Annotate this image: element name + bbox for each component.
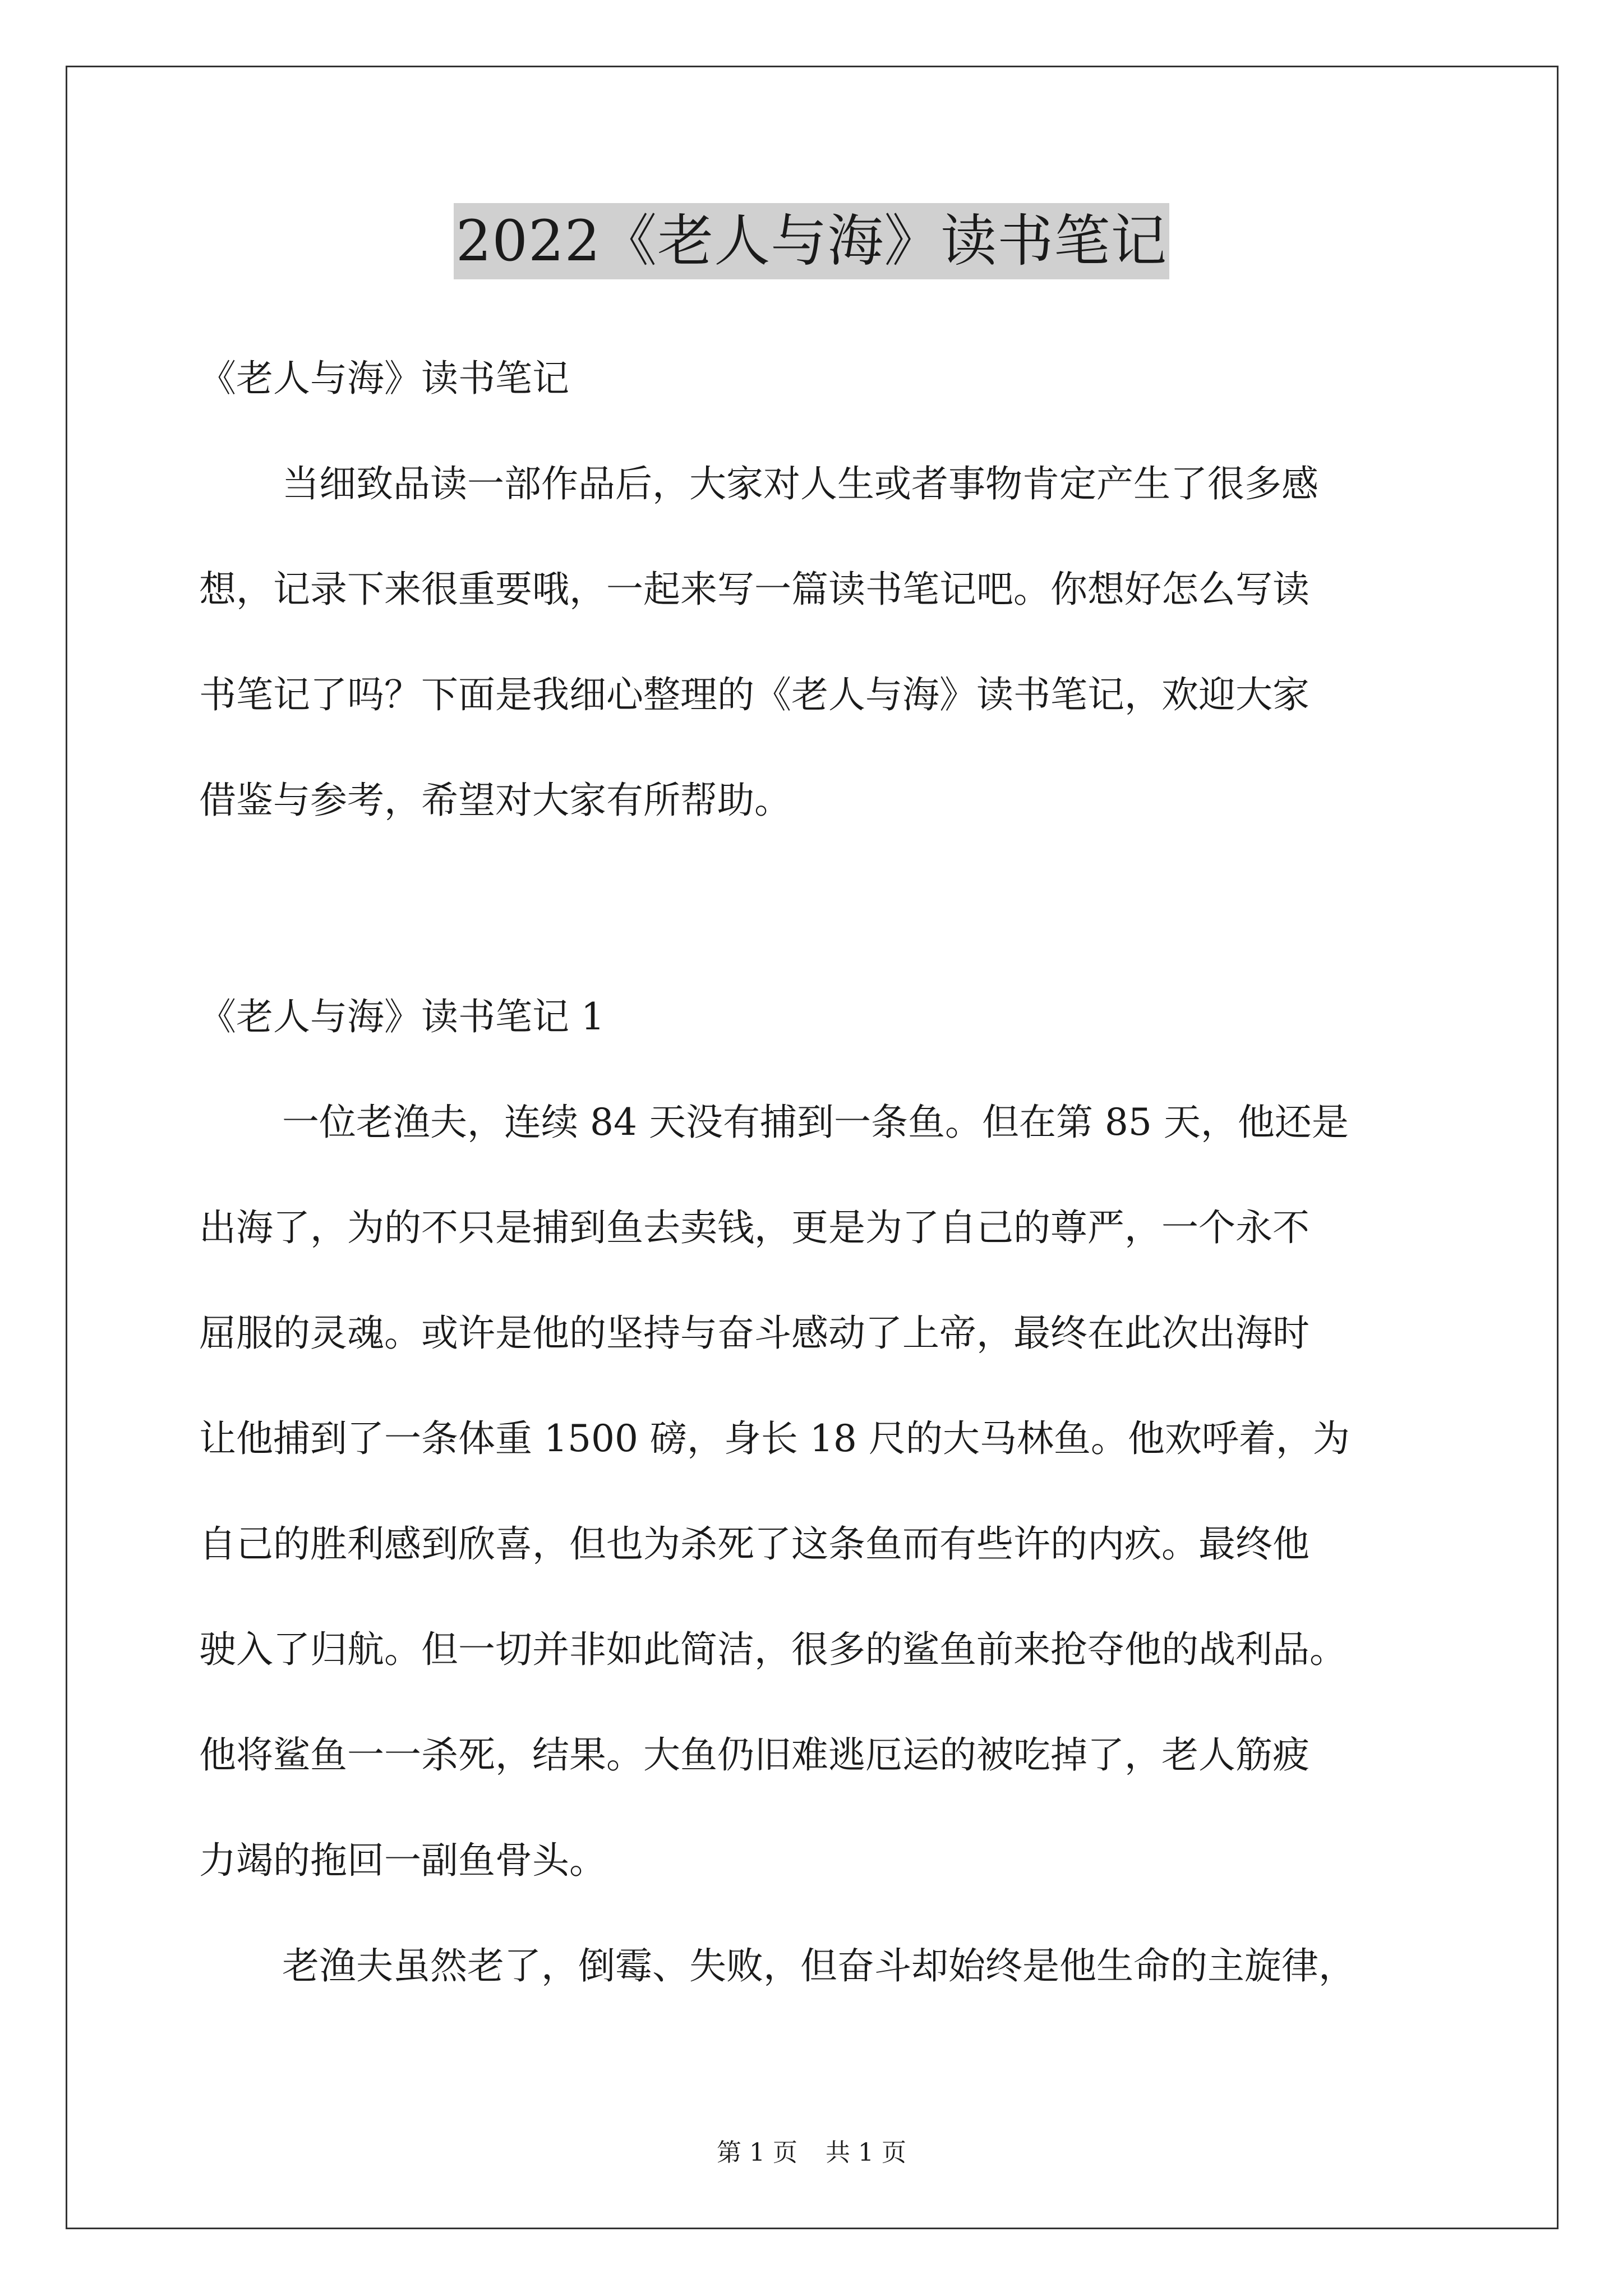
section-1-line-2: 出海了，为的不只是捕到鱼去卖钱，更是为了自己的尊严，一个永不 bbox=[199, 1206, 1310, 1249]
subtitle: 《老人与海》读书笔记 bbox=[199, 357, 569, 400]
page-number: 第 1 页 bbox=[717, 2138, 797, 2167]
page-footer bbox=[0, 2136, 1623, 2170]
document-title: 2022《老人与海》读书笔记 bbox=[454, 203, 1170, 279]
section-1-line-8: 力竭的拖回一副鱼骨头。 bbox=[199, 1839, 606, 1882]
section-1-line-5: 自己的胜利感到欣喜，但也为杀死了这条鱼而有些许的内疚。最终他 bbox=[199, 1522, 1310, 1566]
section-1-line-1: 一位老渔夫，连续 84 天没有捕到一条鱼。但在第 85 天，他还是 bbox=[282, 1101, 1349, 1144]
section-1-line-4: 让他捕到了一条体重 1500 磅，身长 18 尺的大马林鱼。他欢呼着，为 bbox=[199, 1417, 1350, 1460]
section-1-line-3: 屈服的灵魂。或许是他的坚持与奋斗感动了上帝，最终在此次出海时 bbox=[199, 1312, 1310, 1355]
page-total: 共 1 页 bbox=[826, 2138, 906, 2167]
section-1-line-7: 他将鲨鱼一一杀死，结果。大鱼仍旧难逃厄运的被吃掉了，老人筋疲 bbox=[199, 1733, 1310, 1777]
intro-line-3: 书笔记了吗？下面是我细心整理的《老人与海》读书笔记，欢迎大家 bbox=[199, 673, 1310, 716]
section-1-paragraph-2-line-1: 老渔夫虽然老了，倒霉、失败，但奋斗却始终是他生命的主旋律， bbox=[282, 1944, 1355, 1987]
title-container bbox=[0, 203, 1623, 279]
intro-line-2: 想，记录下来很重要哦，一起来写一篇读书笔记吧。你想好怎么写读 bbox=[199, 568, 1310, 611]
section-1-heading: 《老人与海》读书笔记 1 bbox=[199, 995, 605, 1038]
section-1-line-6: 驶入了归航。但一切并非如此简洁，很多的鲨鱼前来抢夺他的战利品。 bbox=[199, 1628, 1347, 1671]
intro-line-1: 当细致品读一部作品后，大家对人生或者事物肯定产生了很多感 bbox=[282, 462, 1318, 505]
intro-line-4: 借鉴与参考，希望对大家有所帮助。 bbox=[199, 779, 791, 822]
